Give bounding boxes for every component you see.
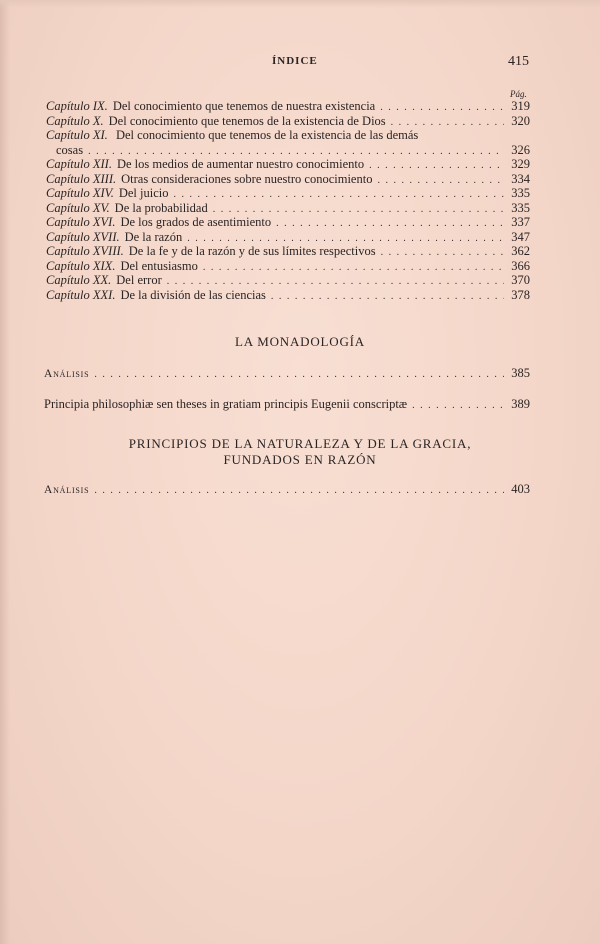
- chapter-number: Capítulo XVII.: [46, 229, 120, 244]
- toc-entry-continuation: [46, 143, 530, 158]
- chapter-page: 319: [511, 99, 530, 113]
- toc-entry: [46, 186, 530, 201]
- chapter-title: Otras consideraciones sobre nuestro conocimiento: [121, 171, 373, 186]
- dot-leader: [276, 217, 504, 232]
- toc-entry: [46, 128, 530, 157]
- running-head: [0, 55, 600, 75]
- analisis-page: 403: [511, 482, 530, 496]
- chapter-number: Capítulo XV.: [46, 200, 110, 215]
- dot-leader: [271, 290, 504, 305]
- chapter-number: Capítulo XX.: [46, 273, 112, 287]
- toc-entry: [46, 99, 530, 114]
- chapter-number: Capítulo XIV.: [46, 186, 114, 200]
- analisis-entry-principios: [44, 482, 530, 497]
- chapter-page: 370: [511, 273, 530, 287]
- chapter-page: 337: [511, 215, 530, 229]
- dot-leader: [369, 159, 504, 174]
- chapter-title: Del conocimiento que tenemos de la existencia de Dios: [108, 113, 386, 128]
- toc-entry: [46, 273, 530, 288]
- dot-leader: [412, 400, 504, 411]
- chapter-title: De los medios de aumentar nuestro conocimiento: [116, 157, 365, 171]
- chapter-title: Del conocimiento que tenemos de nuestra existencia: [112, 99, 376, 113]
- chapter-title: De la razón: [124, 229, 183, 244]
- principia-page: 389: [511, 397, 530, 411]
- chapter-page: 378: [511, 287, 530, 302]
- running-title: ÍNDICE: [272, 55, 318, 67]
- toc-entry: [46, 172, 530, 187]
- chapter-title: De la fe y de la razón y de sus límites respectivos: [128, 244, 376, 258]
- dot-leader: [94, 485, 504, 496]
- toc-entry-line: [46, 128, 530, 143]
- chapter-page: 335: [511, 200, 530, 215]
- dot-leader: [173, 188, 504, 203]
- dot-leader: [94, 369, 504, 380]
- toc-entry: [46, 288, 530, 303]
- chapter-title: Del conocimiento que tenemos de la existencia de las demás: [115, 128, 419, 142]
- chapter-title: De los grados de asentimiento: [120, 215, 272, 229]
- chapter-page: 366: [511, 258, 530, 273]
- page-number: 415: [508, 54, 529, 69]
- chapter-number: Capítulo XXI.: [46, 287, 116, 302]
- toc-entry: [46, 244, 530, 259]
- principia-entry: [44, 397, 530, 412]
- chapter-number: Capítulo XII.: [46, 157, 112, 171]
- dot-leader: [380, 101, 504, 116]
- chapter-number: Capítulo XIII.: [46, 171, 117, 186]
- chapter-number: Capítulo XIX.: [46, 258, 116, 273]
- page-top-shadow: [0, 0, 600, 8]
- chapter-page: 329: [511, 157, 530, 171]
- analisis-entry: [44, 366, 530, 381]
- section-heading-monadologia: LA MONADOLOGÍA: [235, 334, 365, 349]
- chapter-title: Del juicio: [118, 186, 169, 200]
- chapter-title: Del entusiasmo: [120, 258, 198, 273]
- chapter-title: Del error: [116, 273, 162, 287]
- toc-entry: [46, 215, 530, 230]
- dot-leader: [381, 246, 504, 261]
- table-of-contents: [46, 99, 530, 302]
- page-column-label: Pág.: [510, 89, 527, 99]
- analisis-label: Análisis: [44, 368, 90, 380]
- toc-entry: [46, 201, 530, 216]
- dot-leader: [203, 261, 504, 276]
- chapter-title: De la probabilidad: [114, 200, 208, 215]
- chapter-page: 347: [511, 229, 530, 244]
- chapter-title-continuation: cosas: [56, 142, 84, 157]
- chapter-title: De la división de las ciencias: [120, 287, 266, 302]
- chapter-number: Capítulo XVIII.: [46, 244, 124, 258]
- toc-entry: [46, 230, 530, 245]
- toc-entry: [46, 114, 530, 129]
- chapter-page: 326: [511, 142, 530, 157]
- principia-label: Principia philosophiæ sen theses in gratiam principis Eugenii conscriptæ: [44, 397, 408, 411]
- section-heading-principios-line1: PRINCIPIOS DE LA NATURALEZA Y DE LA GRACIA,: [128, 436, 472, 451]
- chapter-number: Capítulo XI.: [46, 128, 108, 142]
- chapter-number: Capítulo IX.: [46, 99, 108, 113]
- page-edge-shadow: [0, 0, 10, 944]
- chapter-page: 362: [511, 244, 530, 258]
- toc-entry: [46, 157, 530, 172]
- chapter-page: 334: [511, 171, 530, 186]
- chapter-number: Capítulo XVI.: [46, 215, 116, 229]
- chapter-number: Capítulo X.: [46, 113, 104, 128]
- analisis-page: 385: [511, 366, 530, 380]
- chapter-page: 335: [511, 186, 530, 200]
- dot-leader: [377, 174, 504, 189]
- section-heading-principios-line2: FUNDADOS EN RAZÓN: [223, 452, 377, 467]
- analisis-label: Análisis: [44, 484, 90, 496]
- chapter-page: 320: [511, 113, 530, 128]
- toc-entry: [46, 259, 530, 274]
